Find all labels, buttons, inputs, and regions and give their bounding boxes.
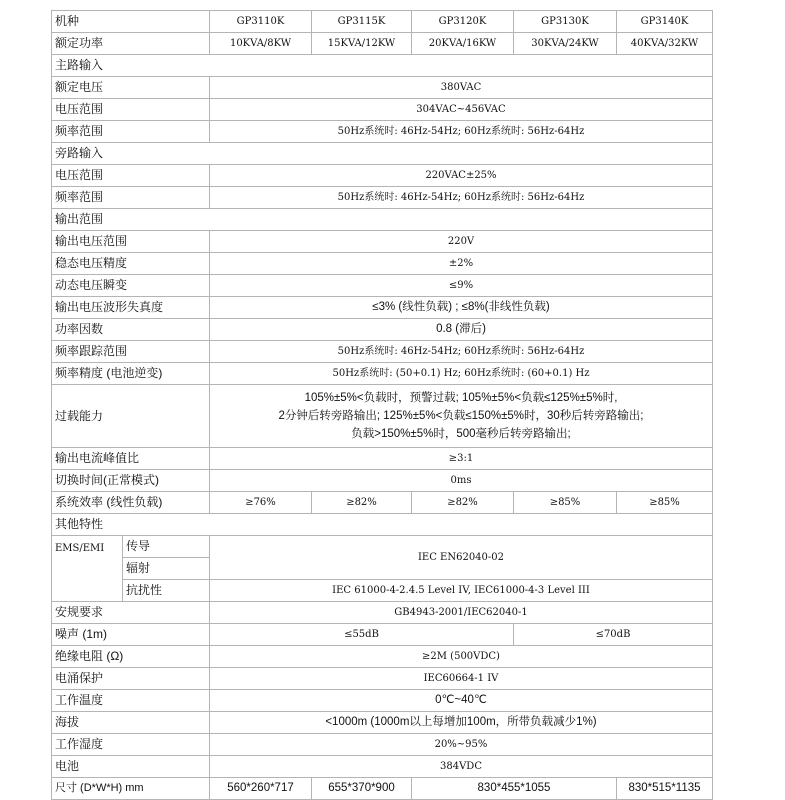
efficiency-cell: ≥82% [412, 492, 514, 514]
table-row [52, 275, 713, 297]
row-value: ≤9% [210, 275, 713, 297]
model-cell: GP3110K [210, 11, 312, 33]
efficiency-cell: ≥85% [514, 492, 617, 514]
table-row [52, 470, 713, 492]
size-cell: 830*515*1135 [617, 778, 713, 800]
row-label: 电压范围 [52, 165, 210, 187]
noise-cell: ≤55dB [210, 624, 514, 646]
table-row [52, 624, 713, 646]
row-value: ≥3:1 [210, 448, 713, 470]
table-row [52, 99, 713, 121]
row-label: 工作湿度 [52, 734, 210, 756]
row-value: 50Hz系统时: (50+0.1) Hz; 60Hz系统时: (60+0.1) Hz [210, 363, 713, 385]
row-value: ±2% [210, 253, 713, 275]
table-row [52, 536, 713, 558]
row-label: 功率因数 [52, 319, 210, 341]
table-row [52, 756, 713, 778]
row-label: 噪声 (1m) [52, 624, 210, 646]
row-value: 50Hz系统时: 46Hz-54Hz; 60Hz系统时: 56Hz-64Hz [210, 187, 713, 209]
section-header-main-input: 主路输入 [52, 55, 713, 77]
section-row [52, 143, 713, 165]
section-header-output: 输出范围 [52, 209, 713, 231]
table-row [52, 187, 713, 209]
row-label: 频率范围 [52, 121, 210, 143]
row-label: 绝缘电阻 (Ω) [52, 646, 210, 668]
table-row [52, 33, 713, 55]
table-row [52, 602, 713, 624]
table-row [52, 253, 713, 275]
table-row [52, 492, 713, 514]
table-row [52, 734, 713, 756]
table-row [52, 231, 713, 253]
rated-power-cell: 15KVA/12KW [312, 33, 412, 55]
row-value: 50Hz系统时: 46Hz-54Hz; 60Hz系统时: 56Hz-64Hz [210, 341, 713, 363]
section-header-bypass-input: 旁路输入 [52, 143, 713, 165]
row-label: 切换时间(正常模式) [52, 470, 210, 492]
row-value: 220V [210, 231, 713, 253]
row-value [210, 385, 713, 448]
table-row [52, 341, 713, 363]
section-header-other: 其他特性 [52, 514, 713, 536]
overload-line: 负载>150%±5%时，500毫秒后转旁路输出; [351, 428, 571, 440]
section-row [52, 209, 713, 231]
row-value: IEC 61000-4-2.4.5 Level IV, IEC61000-4-3 Level III [210, 580, 713, 602]
model-cell: GP3130K [514, 11, 617, 33]
row-label: 传导 [123, 536, 210, 558]
noise-cell: ≤70dB [514, 624, 713, 646]
row-label: 输出电压范围 [52, 231, 210, 253]
row-label: 输出电压波形失真度 [52, 297, 210, 319]
size-cell: 830*455*1055 [412, 778, 617, 800]
row-value: 20%~95% [210, 734, 713, 756]
row-label: 安规要求 [52, 602, 210, 624]
table-row [52, 165, 713, 187]
row-value: 50Hz系统时: 46Hz-54Hz; 60Hz系统时: 56Hz-64Hz [210, 121, 713, 143]
efficiency-cell: ≥85% [617, 492, 713, 514]
table-row [52, 712, 713, 734]
efficiency-cell: ≥82% [312, 492, 412, 514]
size-cell: 560*260*717 [210, 778, 312, 800]
table-row [52, 448, 713, 470]
table-row [52, 668, 713, 690]
rated-power-cell: 40KVA/32KW [617, 33, 713, 55]
spec-table [51, 10, 713, 800]
row-label: 尺寸 (D*W*H) mm [52, 778, 210, 800]
row-label: 电涌保护 [52, 668, 210, 690]
row-label: 抗扰性 [123, 580, 210, 602]
model-label: 机种 [52, 11, 210, 33]
table-row [52, 778, 713, 800]
row-value: 220VAC±25% [210, 165, 713, 187]
row-value: ≥2M (500VDC) [210, 646, 713, 668]
row-label: 额定电压 [52, 77, 210, 99]
table-row [52, 77, 713, 99]
row-value: 380VAC [210, 77, 713, 99]
row-value: 384VDC [210, 756, 713, 778]
row-label: 系统效率 (线性负载) [52, 492, 210, 514]
row-value: 0ms [210, 470, 713, 492]
row-label: 频率范围 [52, 187, 210, 209]
row-label: 工作温度 [52, 690, 210, 712]
table-row [52, 690, 713, 712]
row-value: 0℃~40℃ [210, 690, 713, 712]
section-row [52, 55, 713, 77]
table-row [52, 11, 713, 33]
row-value: 0.8 (滞后) [210, 319, 713, 341]
overload-line: 2分钟后转旁路输出; 125%±5%<负载≤150%±5%时，30秒后转旁路输出; [278, 410, 644, 422]
row-label: 电压范围 [52, 99, 210, 121]
row-label: 海拔 [52, 712, 210, 734]
model-cell: GP3140K [617, 11, 713, 33]
row-value: IEC EN62040-02 [210, 536, 713, 580]
row-label: 电池 [52, 756, 210, 778]
row-label: 频率跟踪范围 [52, 341, 210, 363]
table-row [52, 646, 713, 668]
efficiency-cell: ≥76% [210, 492, 312, 514]
row-value: <1000m (1000m以上每增加100m，所带负载减少1%) [210, 712, 713, 734]
model-cell: GP3115K [312, 11, 412, 33]
table-row [52, 363, 713, 385]
rated-power-cell: 10KVA/8KW [210, 33, 312, 55]
row-label: 过载能力 [52, 385, 210, 448]
row-value: 304VAC~456VAC [210, 99, 713, 121]
row-value: GB4943-2001/IEC62040-1 [210, 602, 713, 624]
model-cell: GP3120K [412, 11, 514, 33]
table-row [52, 297, 713, 319]
row-label: 动态电压瞬变 [52, 275, 210, 297]
emi-group-label: EMS/EMI [52, 536, 123, 602]
row-value: IEC60664-1 IV [210, 668, 713, 690]
table-row [52, 385, 713, 448]
table-row [52, 580, 713, 602]
row-label: 稳态电压精度 [52, 253, 210, 275]
table-row [52, 319, 713, 341]
rated-power-cell: 30KVA/24KW [514, 33, 617, 55]
row-label: 频率精度 (电池逆变) [52, 363, 210, 385]
row-label: 辐射 [123, 558, 210, 580]
row-label: 输出电流峰值比 [52, 448, 210, 470]
row-value: ≤3% (线性负载) ; ≤8%(非线性负载) [210, 297, 713, 319]
size-cell: 655*370*900 [312, 778, 412, 800]
table-row [52, 121, 713, 143]
section-row [52, 514, 713, 536]
rated-power-label: 额定功率 [52, 33, 210, 55]
rated-power-cell: 20KVA/16KW [412, 33, 514, 55]
overload-line: 105%±5%<负载时，预警过载; 105%±5%<负载≤125%±5%时, [304, 392, 618, 404]
